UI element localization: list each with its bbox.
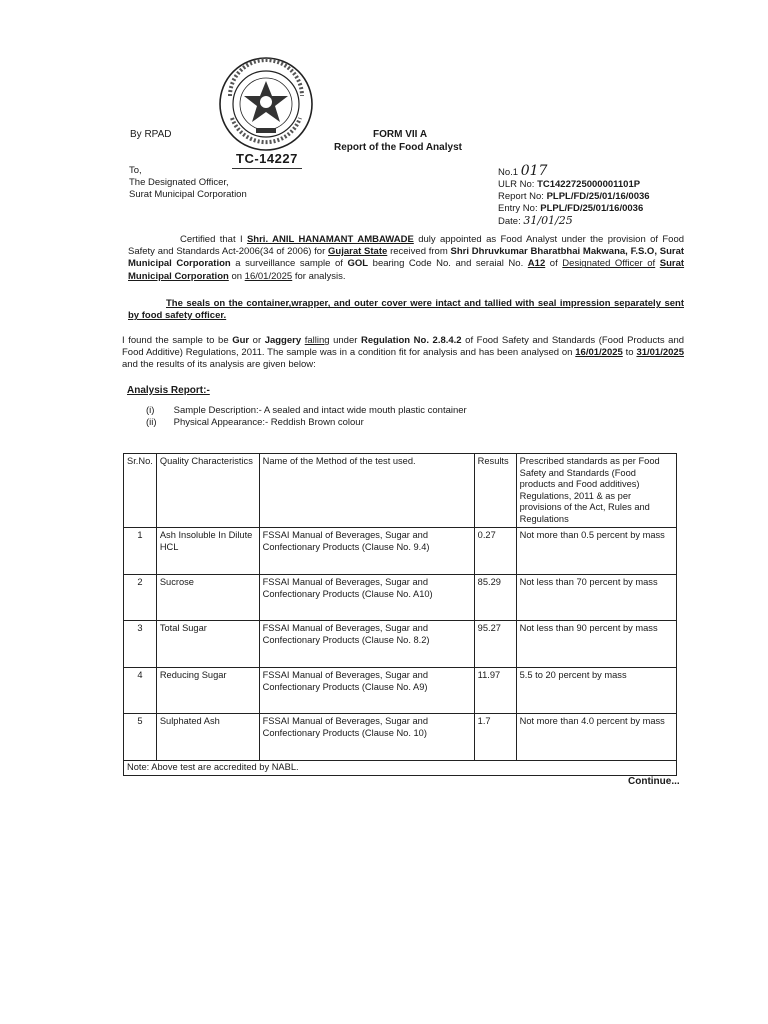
cell-sr: 5 <box>124 714 157 761</box>
analysis-item-2 <box>146 417 364 429</box>
ref-no-label: No.1 <box>498 167 519 178</box>
date-value: 31/01/25 <box>523 214 573 227</box>
cert-text-5: bearing Code No. and seraial No. <box>372 258 524 270</box>
lab-seal <box>218 56 314 152</box>
cell-quality: Sucrose <box>156 575 259 621</box>
address-line2: Surat Municipal Corporation <box>129 189 247 200</box>
analysis-from-date: 16/01/2025 <box>575 347 623 359</box>
address-block <box>129 165 247 201</box>
cell-quality: Total Sugar <box>156 621 259 668</box>
cert-text-8: for analysis. <box>294 270 346 282</box>
ulr-label: ULR No: <box>498 179 535 190</box>
cert-text-2: duly appointed as Food Analyst under the provision of Food Safety and Standards Act-2006(34 of 2006) for <box>128 234 685 258</box>
finding-text-1: I found the sample to be <box>122 335 229 346</box>
cell-method: FSSAI Manual of Beverages, Sugar and Confectionary Products (Clause No. 10) <box>259 714 474 761</box>
form-title: FORM VII A <box>373 129 428 140</box>
cell-standard: Not more than 0.5 percent by mass <box>516 528 676 575</box>
regulation-no: Regulation No. 2.8.4.2 <box>361 335 462 346</box>
corporation-name: Surat Municipal Corporation <box>128 258 685 282</box>
cell-quality: Ash Insoluble In Dilute HCL <box>156 528 259 575</box>
table-note-row <box>124 761 677 776</box>
address-to: To, <box>129 165 142 176</box>
cert-text-4: a surveillance sample of <box>235 258 343 270</box>
date-row <box>498 215 688 228</box>
table-row <box>124 528 677 575</box>
header-quality: Quality Characteristics <box>156 454 259 528</box>
finding-gur: Gur <box>232 335 250 346</box>
analysis-heading: Analysis Report:- <box>127 385 210 396</box>
finding-under: under <box>333 335 358 346</box>
cell-sr: 3 <box>124 621 157 668</box>
analysis-item-1 <box>146 405 467 417</box>
cell-result: 1.7 <box>474 714 516 761</box>
cell-result: 85.29 <box>474 575 516 621</box>
report-value: PLPL/FD/25/01/16/0036 <box>546 191 650 202</box>
cell-standard: 5.5 to 20 percent by mass <box>516 668 676 714</box>
received-date: 16/01/2025 <box>244 270 293 282</box>
cell-method: FSSAI Manual of Beverages, Sugar and Confectionary Products (Clause No. A9) <box>259 668 474 714</box>
table-note: Note: Above test are accredited by NABL. <box>124 761 677 776</box>
cell-sr: 2 <box>124 575 157 621</box>
table-row <box>124 668 677 714</box>
entry-value: PLPL/FD/25/01/16/0036 <box>540 203 644 214</box>
analysis-to-date: 31/01/2025 <box>636 347 684 359</box>
finding-jaggery: Jaggery <box>264 335 302 346</box>
ulr-row <box>498 179 688 191</box>
by-rpad: By RPAD <box>130 129 172 140</box>
cell-standard: Not less than 90 percent by mass <box>516 621 676 668</box>
analysis-item-text: Sample Description:- A sealed and intact wide mouth plastic container <box>173 405 467 416</box>
address-line1: The Designated Officer, <box>129 177 229 188</box>
header-standards: Prescribed standards as per Food Safety and Standards (Food products and Food additives) Regulations, 2011 & as per provisions of the Act, Rules and Regulations <box>516 454 676 528</box>
cell-sr: 1 <box>124 528 157 575</box>
cert-text-3: received from <box>390 246 448 258</box>
finding-falling: falling <box>304 335 330 346</box>
state-name: Gujarat State <box>328 246 388 258</box>
cell-quality: Sulphated Ash <box>156 714 259 761</box>
cert-text-1: Certified that I <box>180 234 243 245</box>
cert-text-7: on <box>231 270 243 282</box>
cell-result: 0.27 <box>474 528 516 575</box>
header-method: Name of the Method of the test used. <box>259 454 474 528</box>
cert-text-6: of <box>549 258 558 270</box>
form-subtitle: Report of the Food Analyst <box>334 142 462 153</box>
finding-text-2: of Food Safety and Standards (Food Products and Food Additive) Regulations, 2011. The sample was in a condition fit for analysis and has been analysed on <box>122 335 685 359</box>
analysis-item-text: Physical Appearance:- Reddish Brown colour <box>173 417 364 428</box>
analysis-item-num: (i) <box>146 405 155 416</box>
report-label: Report No: <box>498 191 544 202</box>
finding-paragraph <box>122 335 684 372</box>
analyst-name: Shri. ANIL HANAMANT AMBAWADE <box>246 234 414 245</box>
sample-name: GOL <box>347 258 369 270</box>
cell-standard: Not less than 70 percent by mass <box>516 575 676 621</box>
ref-no <box>498 165 688 179</box>
cell-sr: 4 <box>124 668 157 714</box>
header-srno: Sr.No. <box>124 454 157 528</box>
serial-no: A12 <box>527 258 546 270</box>
cell-standard: Not more than 4.0 percent by mass <box>516 714 676 761</box>
entry-label: Entry No: <box>498 203 538 214</box>
cell-result: 95.27 <box>474 621 516 668</box>
header-results: Results <box>474 454 516 528</box>
report-row <box>498 191 688 203</box>
table-row <box>124 621 677 668</box>
ref-block <box>498 165 688 228</box>
certification-paragraph <box>128 234 684 283</box>
table-row <box>124 575 677 621</box>
seals-note: The seals on the container,wrapper, and outer cover were intact and tallied with seal impression separately sent by food safety officer. <box>128 298 684 322</box>
cell-method: FSSAI Manual of Beverages, Sugar and Confectionary Products (Clause No. 8.2) <box>259 621 474 668</box>
tc-mark: TC-14227 <box>236 151 298 166</box>
cell-method: FSSAI Manual of Beverages, Sugar and Confectionary Products (Clause No. 9.4) <box>259 528 474 575</box>
analysis-item-num: (ii) <box>146 417 157 428</box>
ref-no-value: 017 <box>520 163 548 179</box>
cell-method: FSSAI Manual of Beverages, Sugar and Confectionary Products (Clause No. A10) <box>259 575 474 621</box>
table-header-row <box>124 454 677 528</box>
results-table <box>123 453 677 776</box>
continue-label: Continue... <box>628 776 680 787</box>
date-label: Date: <box>498 216 521 227</box>
finding-to: to <box>625 347 634 359</box>
designated-officer: Designated Officer of <box>562 258 656 270</box>
table-row <box>124 714 677 761</box>
officer-name: Shri Dhruvkumar Bharatbhai Makwana, F.S.O, Surat Municipal Corporation <box>128 246 685 270</box>
finding-text-3: and the results of its analysis are given below: <box>122 359 316 371</box>
ulr-value: TC1422725000001101P <box>537 179 641 190</box>
finding-or: or <box>252 335 262 346</box>
cell-result: 11.97 <box>474 668 516 714</box>
cell-quality: Reducing Sugar <box>156 668 259 714</box>
